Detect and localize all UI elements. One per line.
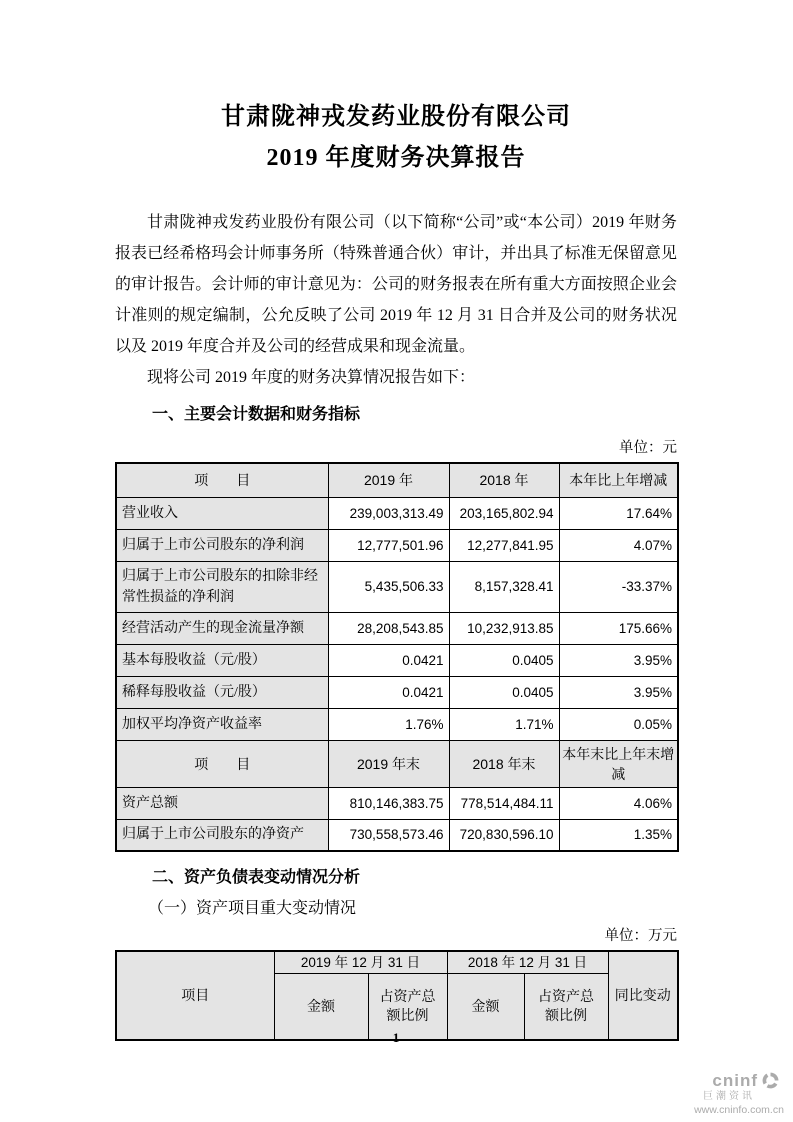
title-company-name: 甘肃陇神戎发药业股份有限公司 — [221, 104, 571, 130]
row-label-cell: 营业收入 — [116, 497, 328, 529]
value-cell: 0.05% — [559, 708, 678, 740]
cninfo-swirl-icon — [760, 1071, 781, 1090]
table-row — [116, 819, 678, 851]
value-cell: 4.06% — [559, 787, 678, 819]
value-cell: 12,777,501.96 — [328, 529, 449, 561]
section-2-subheading: （一）资产项目重大变动情况 — [148, 900, 357, 917]
value-cell: 1.35% — [559, 819, 678, 851]
header-cell-item: 项目 — [116, 951, 274, 1040]
value-cell: 3.95% — [559, 644, 678, 676]
value-cell: 810,146,383.75 — [328, 787, 449, 819]
value-cell: 203,165,802.94 — [449, 497, 559, 529]
value-cell: 28,208,543.85 — [328, 612, 449, 644]
value-cell: 8,157,328.41 — [449, 561, 559, 612]
table-row — [116, 676, 678, 708]
section-1-heading: 一、主要会计数据和财务指标 — [152, 406, 361, 423]
value-cell: 0.0421 — [328, 676, 449, 708]
row-label-cell: 经营活动产生的现金流量净额 — [116, 612, 328, 644]
table-header-row — [116, 740, 678, 787]
header-cell: 项 目 — [116, 463, 328, 497]
value-cell: 175.66% — [559, 612, 678, 644]
value-cell: 778,514,484.11 — [449, 787, 559, 819]
value-cell: 1.76% — [328, 708, 449, 740]
value-cell: 4.07% — [559, 529, 678, 561]
page-content — [115, 0, 677, 1041]
value-cell: -33.37% — [559, 561, 678, 612]
table-row — [116, 787, 678, 819]
header-cell: 2019 年 — [328, 463, 449, 497]
intro-paragraph: 甘肃陇神戎发药业股份有限公司（以下简称“公司”或“本公司）2019 年财务报表已经希格玛会计师事务所（特殊普通合伙）审计，并出具了标准无保留意见的审计报告。会计师的审计意见为：公司的财务报表在所有重大方面按照企业会计准则的规定编制，公允反映了公司 2019 年 12 月 31 日合并及公司的财务状况以及 2019 年度合并及公司的经营成果和现金流量。 — [115, 214, 677, 355]
header-cell-date-2018: 2018 年 12 月 31 日 — [447, 951, 608, 974]
header-cell: 本年比上年增减 — [559, 463, 678, 497]
value-cell: 3.95% — [559, 676, 678, 708]
lead-in-paragraph: 现将公司 2019 年度的财务决算情况报告如下： — [147, 369, 476, 386]
header-cell-amount-2018: 金额 — [447, 974, 524, 1040]
row-label-cell: 稀释每股收益（元/股） — [116, 676, 328, 708]
table-row — [116, 497, 678, 529]
row-label-cell: 加权平均净资产收益率 — [116, 708, 328, 740]
title-report-name: 2019 年度财务决算报告 — [266, 145, 526, 171]
value-cell: 0.0405 — [449, 644, 559, 676]
table-row — [116, 612, 678, 644]
header-cell: 本年末比上年末增减 — [559, 740, 678, 787]
value-cell: 17.64% — [559, 497, 678, 529]
cninfo-watermark — [689, 1071, 789, 1116]
table-row — [116, 561, 678, 612]
header-cell: 2018 年末 — [449, 740, 559, 787]
row-label-cell: 归属于上市公司股东的扣除非经常性损益的净利润 — [116, 561, 328, 612]
value-cell: 730,558,573.46 — [328, 819, 449, 851]
header-cell-date-2019: 2019 年 12 月 31 日 — [274, 951, 447, 974]
header-cell: 2019 年末 — [328, 740, 449, 787]
cninfo-url: www.cninfo.com.cn — [694, 1103, 784, 1116]
header-cell-ratio-2018: 占资产总额比例 — [524, 974, 608, 1040]
value-cell: 10,232,913.85 — [449, 612, 559, 644]
row-label-cell: 归属于上市公司股东的净利润 — [116, 529, 328, 561]
cninfo-chinese-name: 巨潮资讯 — [703, 1091, 755, 1103]
value-cell: 5,435,506.33 — [328, 561, 449, 612]
value-cell: 0.0405 — [449, 676, 559, 708]
section-2-heading: 二、资产负债表变动情况分析 — [152, 869, 361, 886]
row-label-cell: 基本每股收益（元/股） — [116, 644, 328, 676]
header-cell-amount-2019: 金额 — [274, 974, 368, 1040]
unit-label-yuan: 单位：元 — [619, 440, 677, 456]
table-row — [116, 529, 678, 561]
value-cell: 239,003,313.49 — [328, 497, 449, 529]
row-label-cell: 归属于上市公司股东的净资产 — [116, 819, 328, 851]
header-cell-yoy: 同比变动 — [608, 951, 678, 1040]
table-header-row — [116, 463, 678, 497]
asset-table-group-header-row — [116, 951, 678, 974]
value-cell: 0.0421 — [328, 644, 449, 676]
value-cell: 12,277,841.95 — [449, 529, 559, 561]
page-number: 1 — [392, 1030, 400, 1045]
table-row — [116, 644, 678, 676]
cninfo-brand-text: cninf — [712, 1070, 758, 1090]
table-row — [116, 708, 678, 740]
document-title — [115, 0, 677, 179]
row-label-cell: 资产总额 — [116, 787, 328, 819]
cninfo-brand-row — [689, 1071, 789, 1091]
asset-change-table — [115, 950, 679, 1041]
key-financials-table — [115, 462, 679, 852]
header-cell: 2018 年 — [449, 463, 559, 497]
header-cell: 项 目 — [116, 740, 328, 787]
header-cell-ratio-2019: 占资产总额比例 — [368, 974, 447, 1040]
unit-label-wanyuan: 单位：万元 — [604, 928, 677, 944]
value-cell: 720,830,596.10 — [449, 819, 559, 851]
value-cell: 1.71% — [449, 708, 559, 740]
